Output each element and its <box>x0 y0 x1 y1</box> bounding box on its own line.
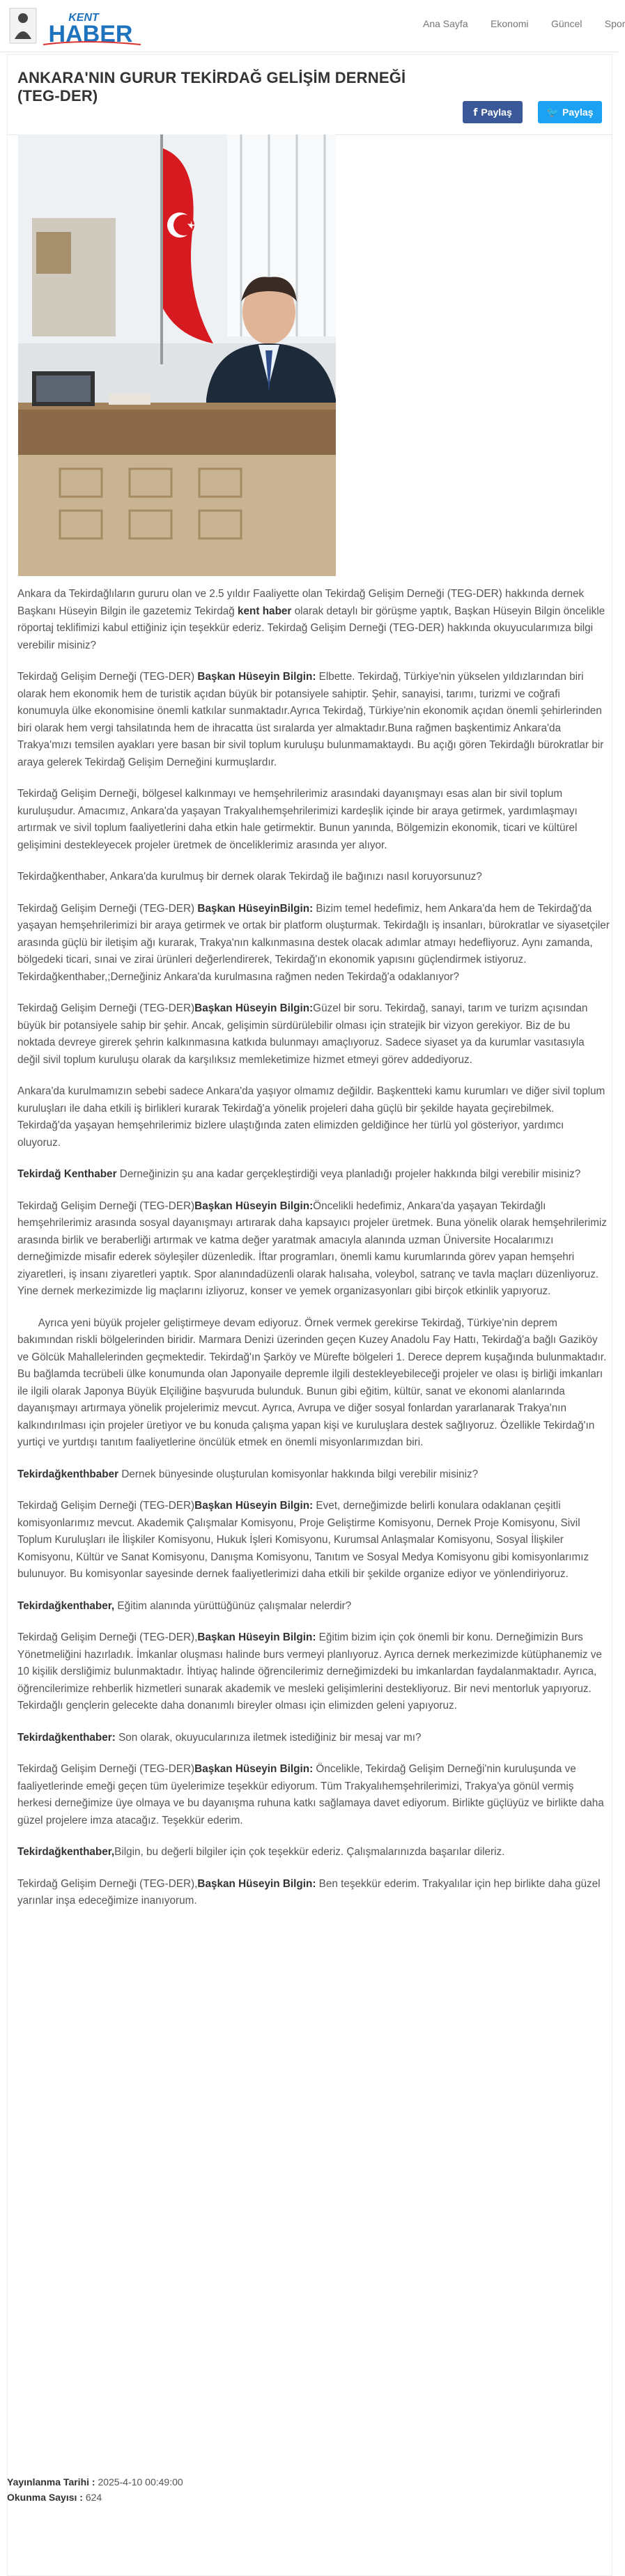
bold-text-segment: Başkan Hüseyin Bilgin: <box>197 1877 316 1890</box>
text-segment: Öncelikli hedefimiz, Ankara'da yaşayan Tekirdağlı hemşehrilerimiz arasında sosyal dayanışmayı artırarak daha kapsayıcı projeler üretmek. Buna yönelik olarak hemşehrilerimiz arasında birlik ve beraberliği artırmak ve katma değer yaratmak amacıyla alanında uzman Üniversite Hocalarımızı derneğimizde misafir ederek söyleşiler düzenledik. İftar programları, önemli kamu kurumlarında görev yapan hemşehri ziyaretleri, iş insanı ziyaretleri yaptık. Spor alanındadüzenli olarak halısaha, voleybol, satranç ve tavla maçları düzenliyoruz. Yine dernek merkezimizde lig maçlarını izliyoruz, konser ve yemek organizasyonları gibi birçok etkinlik yapıyoruz. <box>17 1200 607 1297</box>
twitter-share-button[interactable] <box>538 101 602 123</box>
article-paragraph <box>17 1466 610 1484</box>
published-date-row <box>7 2474 183 2490</box>
text-segment: Evet, derneğimizde belirli konulara odaklanan çeşitli komisyonlarımız mevcut. Akademik Çalışmalar Komisyonu, Proje Geliştirme Komisyonu, Dernek Proje Komisyonu, Sivil Toplum Kuruluşları ile İlişkiler Komisyonu, Hukuk İşleri Komisyonu, Kurumsal Anlaşmalar Komisyonu, Sosyal İlişkiler Komisyonu, Kültür ve Sanat Komisyonu, Danışma Komisyonu, Tanıtım ve Sosyal Medya Komisyonu gibi komisyonlarımız bulunuyor. Bu komisyonlar sayesinde dernek faaliyetlerimizi daha etkili bir şekilde organize ediyor ve yönlendiriyoruz. <box>17 1500 589 1580</box>
facebook-share-label: Paylaş <box>481 107 512 118</box>
bold-text-segment: Başkan HüseyinBilgin: <box>197 902 314 915</box>
bold-text-segment: Başkan Hüseyin Bilgin: <box>197 671 316 683</box>
text-segment: Eğitim bizim için çok önemli bir konu. Derneğimizin Burs Yönetmeliğini hazırladık. İmkanlar oluşması halinde burs vermeyi planlıyoruz. Ayrıca dernek merkezimizde kütüphanemiz ve 10 kişilik dersliğimiz bulunmaktadır. İhtiyaç halinde öğrencilerimiz derneğimizdeki bu imkanlardan faydalanmaktadır. Ayrıca, öğrencilerimize rehberlik hizmetleri sunarak akademik ve mesleki gelişimlerini destekliyoruz. Bir nevi mentorluk yapıyoruz. Tekirdağlı gençlerin gelecekte daha donanımlı bireyler olması için elimizden geleni yapıyoruz. <box>17 1631 602 1712</box>
text-segment: olarak detaylı bir görüşme yaptık, Başkan Hüseyin Bilgin öncelikle röportaj teklifimizi kabul ettiğiniz için teşekkür ederiz. Tekirdağ Gelişim Derneği (TEG-DER) hakkında okuyucularımıza bilgi verebilir misiniz? <box>17 605 605 651</box>
nav-item-guncel[interactable]: Güncel <box>550 18 582 29</box>
top-navbar <box>0 0 625 52</box>
text-segment: Elbette. Tekirdağ, Türkiye'nin yükselen yıldızlarından biri olarak hem ekonomik hem de turistik açıdan büyük bir potansiyele sahiptir. Şehir, sanayisi, tarımı, turizmi ve coğrafi konumuyla ülke ekonomisine önemli katkılar sunmaktadır.Ayrıca Tekirdağ, Türkiye'nin ekonomik açıdan önemli şehirlerinden biri olarak hem vergi tahsilatında hem de ihracatta üst sıralarda yer almaktadır.Buna rağmen başkentimiz Ankara'da Trakya'mızı temsilen ayakları yere basan bir sivil toplum kuruluşu bulunmamaktaydı. Bu açığı gören Tekirdağlı bürokratlar bir araya gelerek Tekirdağ Gelişim Derneğini kurmuşlardır. <box>17 671 604 768</box>
views-label: Okunma Sayısı : <box>7 2492 83 2503</box>
article-paragraph <box>17 1498 610 1583</box>
bold-text-segment: kent haber <box>238 605 292 617</box>
article-paragraph <box>17 1083 610 1151</box>
article-paragraph <box>17 901 610 986</box>
article-paragraph <box>17 1761 610 1829</box>
text-segment: Tekirdağ Gelişim Derneği (TEG-DER) <box>17 1500 195 1512</box>
text-segment: Ben teşekkür ederim. Trakyalılar için hep birlikte daha güzel yarınlar inşa edeceğimize inanıyorum. <box>17 1877 601 1907</box>
text-segment: Ayrıca yeni büyük projeler geliştirmeye devam ediyoruz. Örnek vermek gerekirse Tekirdağ, Türkiye'nin deprem bakımından riskli bölgelerinden biridir. Marmara Denizi üzerinden geçen Kuzey Anadolu Fay Hattı, Tekirdağ'a bağlı Gaziköy ve Gölcük Mahallelerinden geçmektedir. Tekirdağ'ın Şarköy ve Mürefte bölgeleri 1. Derece deprem kuşağında bulunmaktadır. Bu bağlamda tecrübeli ülke konumunda olan Japonyaile depremle ilgili destekleyebileceği projeler ve olası iş birliği imkanları ile ilgili olarak Japonya Büyük Elçiliğine başvuruda bulunduk. Bunun gibi eğitim, kültür, sanat ve ekonomi alanlarında dayanışmayı artırmaya yönelik projelerimiz mevcut. Ayrıca, Avrupa ve diğer sosyal fonlardan yararlanarak Trakya'nın kalkındırılması için projeler üretiyor ve bu konuda çalışma yapan kişi ve kuruluşlara destek sağlıyoruz. Özellikle Tekirdağ'ın yurtiçi ve yurtdışı tanıtım faaliyetlerine öncülük etmek en önemli misyonlarımızdan biri. <box>17 1317 607 1448</box>
views-value: 624 <box>85 2492 102 2503</box>
bold-text-segment: Tekirdağ Kenthaber <box>17 1168 117 1180</box>
article-photo <box>18 134 336 576</box>
article-paragraph <box>17 1730 610 1747</box>
article-paragraph <box>17 1598 610 1615</box>
nav-item-ekonomi[interactable]: Ekonomi <box>491 18 529 29</box>
article-paragraph <box>17 1315 610 1452</box>
article-paragraph <box>17 1844 610 1861</box>
article-paragraph <box>17 1198 610 1301</box>
main-menu <box>403 18 625 31</box>
text-segment: Derneğinizin şu ana kadar gerçekleştirdiği veya planladığı projeler hakkında bilgi verebilir misiniz? <box>116 1168 581 1180</box>
bold-text-segment: Başkan Hüseyin Bilgin: <box>194 1763 314 1775</box>
logo-main-text: HABER <box>48 21 133 47</box>
facebook-share-button[interactable] <box>463 101 523 123</box>
text-segment: Tekirdağ Gelişim Derneği (TEG-DER) <box>17 1763 195 1775</box>
bold-text-segment: Tekirdağkenthaber, <box>17 1846 115 1858</box>
text-segment: Öncelikle, Tekirdağ Gelişim Derneği'nin kuruluşunda ve faaliyetlerinde emeği geçen tüm üyelerimize teşekkür ediyorum. Tüm Trakyalıhemşehrilerimizi, Trakya'ya gönül vermiş herkesi derneğimize üye olmaya ve bu dayanışma ruhuna katkı sağlamaya davet ediyorum. Birlikte güçlüyüz ve birlikte daha güzel projelere imza atacağız. Teşekkür ederim. <box>17 1763 604 1826</box>
logo-graphic <box>8 4 152 47</box>
text-segment: Tekirdağ Gelişim Derneği, bölgesel kalkınmayı ve hemşehrilerimiz arasındaki dayanışmayı esas alan bir sivil toplum kuruluşudur. Amacımız, Ankara'da yaşayan Trakyalıhemşehrilerimizi kardeşlik içinde bir araya getirmek, yardımlaşmayı artırmak ve sivil toplum faaliyetlerini daha etkin hale getirmektir. Bunun yanında, Bölgemizin ekonomik, ticari ve kültürel gelişimini destekleyecek projeler üretmek de önceliklerimiz arasında yer alıyor. <box>17 788 578 851</box>
text-segment: Tekirdağkenthaber, Ankara'da kurulmuş bir dernek olarak Tekirdağ ile bağınızı nasıl koruyorsunuz? <box>17 871 482 883</box>
article-paragraph <box>17 1000 610 1069</box>
view-count-row <box>7 2490 183 2505</box>
text-segment: Dernek bünyesinde oluşturulan komisyonlar hakkında bilgi verebilir misiniz? <box>118 1468 479 1480</box>
article-container <box>7 54 612 2576</box>
bold-text-segment: Başkan Hüseyin Bilgin: <box>194 1200 314 1212</box>
twitter-share-label: Paylaş <box>562 107 594 118</box>
nav-item-ana-sayfa[interactable]: Ana Sayfa <box>423 18 468 29</box>
bold-text-segment: Başkan Hüseyin Bilgin: <box>194 1500 314 1512</box>
text-segment: Bizim temel hedefimiz, hem Ankara'da hem de Tekirdağ'da yaşayan hemşehrilerimizi bir araya getirmek ve ortak bir platform oluşturmak. Tekirdağlı iş insanları, bürokratlar ve siyasetçiler arasında güçlü bir iletişim ağı kurarak, Trakya'nın kalkınmasına destek olacak adımlar atmayı hedefliyoruz. Aynı zamanda, bölgedeki ticari, sınai ve zirai ürünleri değerlendirerek, Tekirdağ'ın ekonomik yapısını güçlendirmek istiyoruz. Tekirdağkenthaber,;Derneğiniz Ankara'da kurulmasına rağmen neden Tekirdağ'a odaklanıyor? <box>17 902 610 983</box>
facebook-icon: f <box>473 107 478 118</box>
published-value: 2025-4-10 00:49:00 <box>98 2476 183 2488</box>
article-meta <box>7 2474 183 2505</box>
text-segment: Tekirdağ Gelişim Derneği (TEG-DER) <box>17 1200 195 1212</box>
text-segment: Ankara da Tekirdağlıların gururu olan ve 2.5 yıldır Faaliyette olan Tekirdağ Gelişim Derneği (TEG-DER) hakkında dernek Başkanı Hüseyin Bilgin ile gazetemiz Tekirdağ <box>17 588 585 617</box>
text-segment: Tekirdağ Gelişim Derneği (TEG-DER) <box>17 1002 195 1014</box>
nav-item-spor[interactable]: Spor <box>604 18 625 29</box>
text-segment: Tekirdağ Gelişim Derneği (TEG-DER), <box>17 1877 198 1890</box>
text-segment: Eğitim alanında yürüttüğünüz çalışmalar nelerdir? <box>114 1599 352 1612</box>
published-label: Yayınlanma Tarihi : <box>7 2476 95 2488</box>
text-segment: Bilgin, bu değerli bilgiler için çok teşekkür ederiz. Çalışmalarınızda başarılar dileriz. <box>114 1846 505 1858</box>
article-paragraph <box>17 1876 610 1910</box>
text-segment: Güzel bir soru. Tekirdağ, sanayi, tarım ve turizm açısından büyük bir potansiyele sahip bir şehir. Ancak, gelişimin sürdürülebilir olması için stratejik bir vizyon gerekiyor. Biz de bu noktada devreye girerek şehrin kalkınmasına katkıda bulunmayı amaçlıyoruz. Sadece siyaset ya da kurumlar vasıtasıyla değil sivil toplum kuruluşu olarak da karşılıksız memleketimize hizmet etmeyi görev addediyoruz. <box>17 1002 588 1066</box>
site-logo[interactable] <box>8 4 152 47</box>
article-paragraph <box>17 786 610 854</box>
article-paragraph <box>17 1629 610 1715</box>
text-segment: Tekirdağ Gelişim Derneği (TEG-DER) <box>17 902 198 915</box>
logo-top-text: KENT <box>68 12 99 24</box>
article-paragraph <box>17 669 610 771</box>
text-segment: Tekirdağ Gelişim Derneği (TEG-DER) <box>17 671 198 683</box>
article-body <box>17 586 610 1925</box>
article-paragraph <box>17 586 610 654</box>
photo-illustration <box>18 134 336 576</box>
bold-text-segment: Başkan Hüseyin Bilgin: <box>197 1631 316 1643</box>
bold-text-segment: Tekirdağkenthbaber <box>17 1468 119 1480</box>
article-paragraph <box>17 869 610 886</box>
article-paragraph <box>17 1166 610 1184</box>
article-title: ANKARA'NIN GURUR TEKİRDAĞ GELİŞİM DERNEĞİ (TEG-DER) <box>17 69 406 104</box>
text-segment: Son olarak, okuyucularınıza iletmek istediğiniz bir mesaj var mı? <box>115 1731 422 1744</box>
bold-text-segment: Tekirdağkenthaber: <box>17 1731 116 1744</box>
text-segment: Tekirdağ Gelişim Derneği (TEG-DER), <box>17 1631 198 1643</box>
bold-text-segment: Tekirdağkenthaber, <box>17 1599 115 1612</box>
twitter-icon: 🐦 <box>546 107 560 118</box>
text-segment: Ankara'da kurulmamızın sebebi sadece Ankara'da yaşıyor olmamız değildir. Başkentteki kamu kurumları ve diğer sivil toplum kuruluşları ile daha etkili iş birlikleri kurarak Tekirdağ'a yönelik projeleri daha güçlü bir şekilde hayata geçirebilmek. Tekirdağ'da yaşayan hemşehrilerimiz bizlere ulaştığında zaten elimizden geldiğince her türlü yol gösteriyor, yardımcı oluyoruz. <box>17 1085 605 1149</box>
bold-text-segment: Başkan Hüseyin Bilgin: <box>194 1002 314 1014</box>
